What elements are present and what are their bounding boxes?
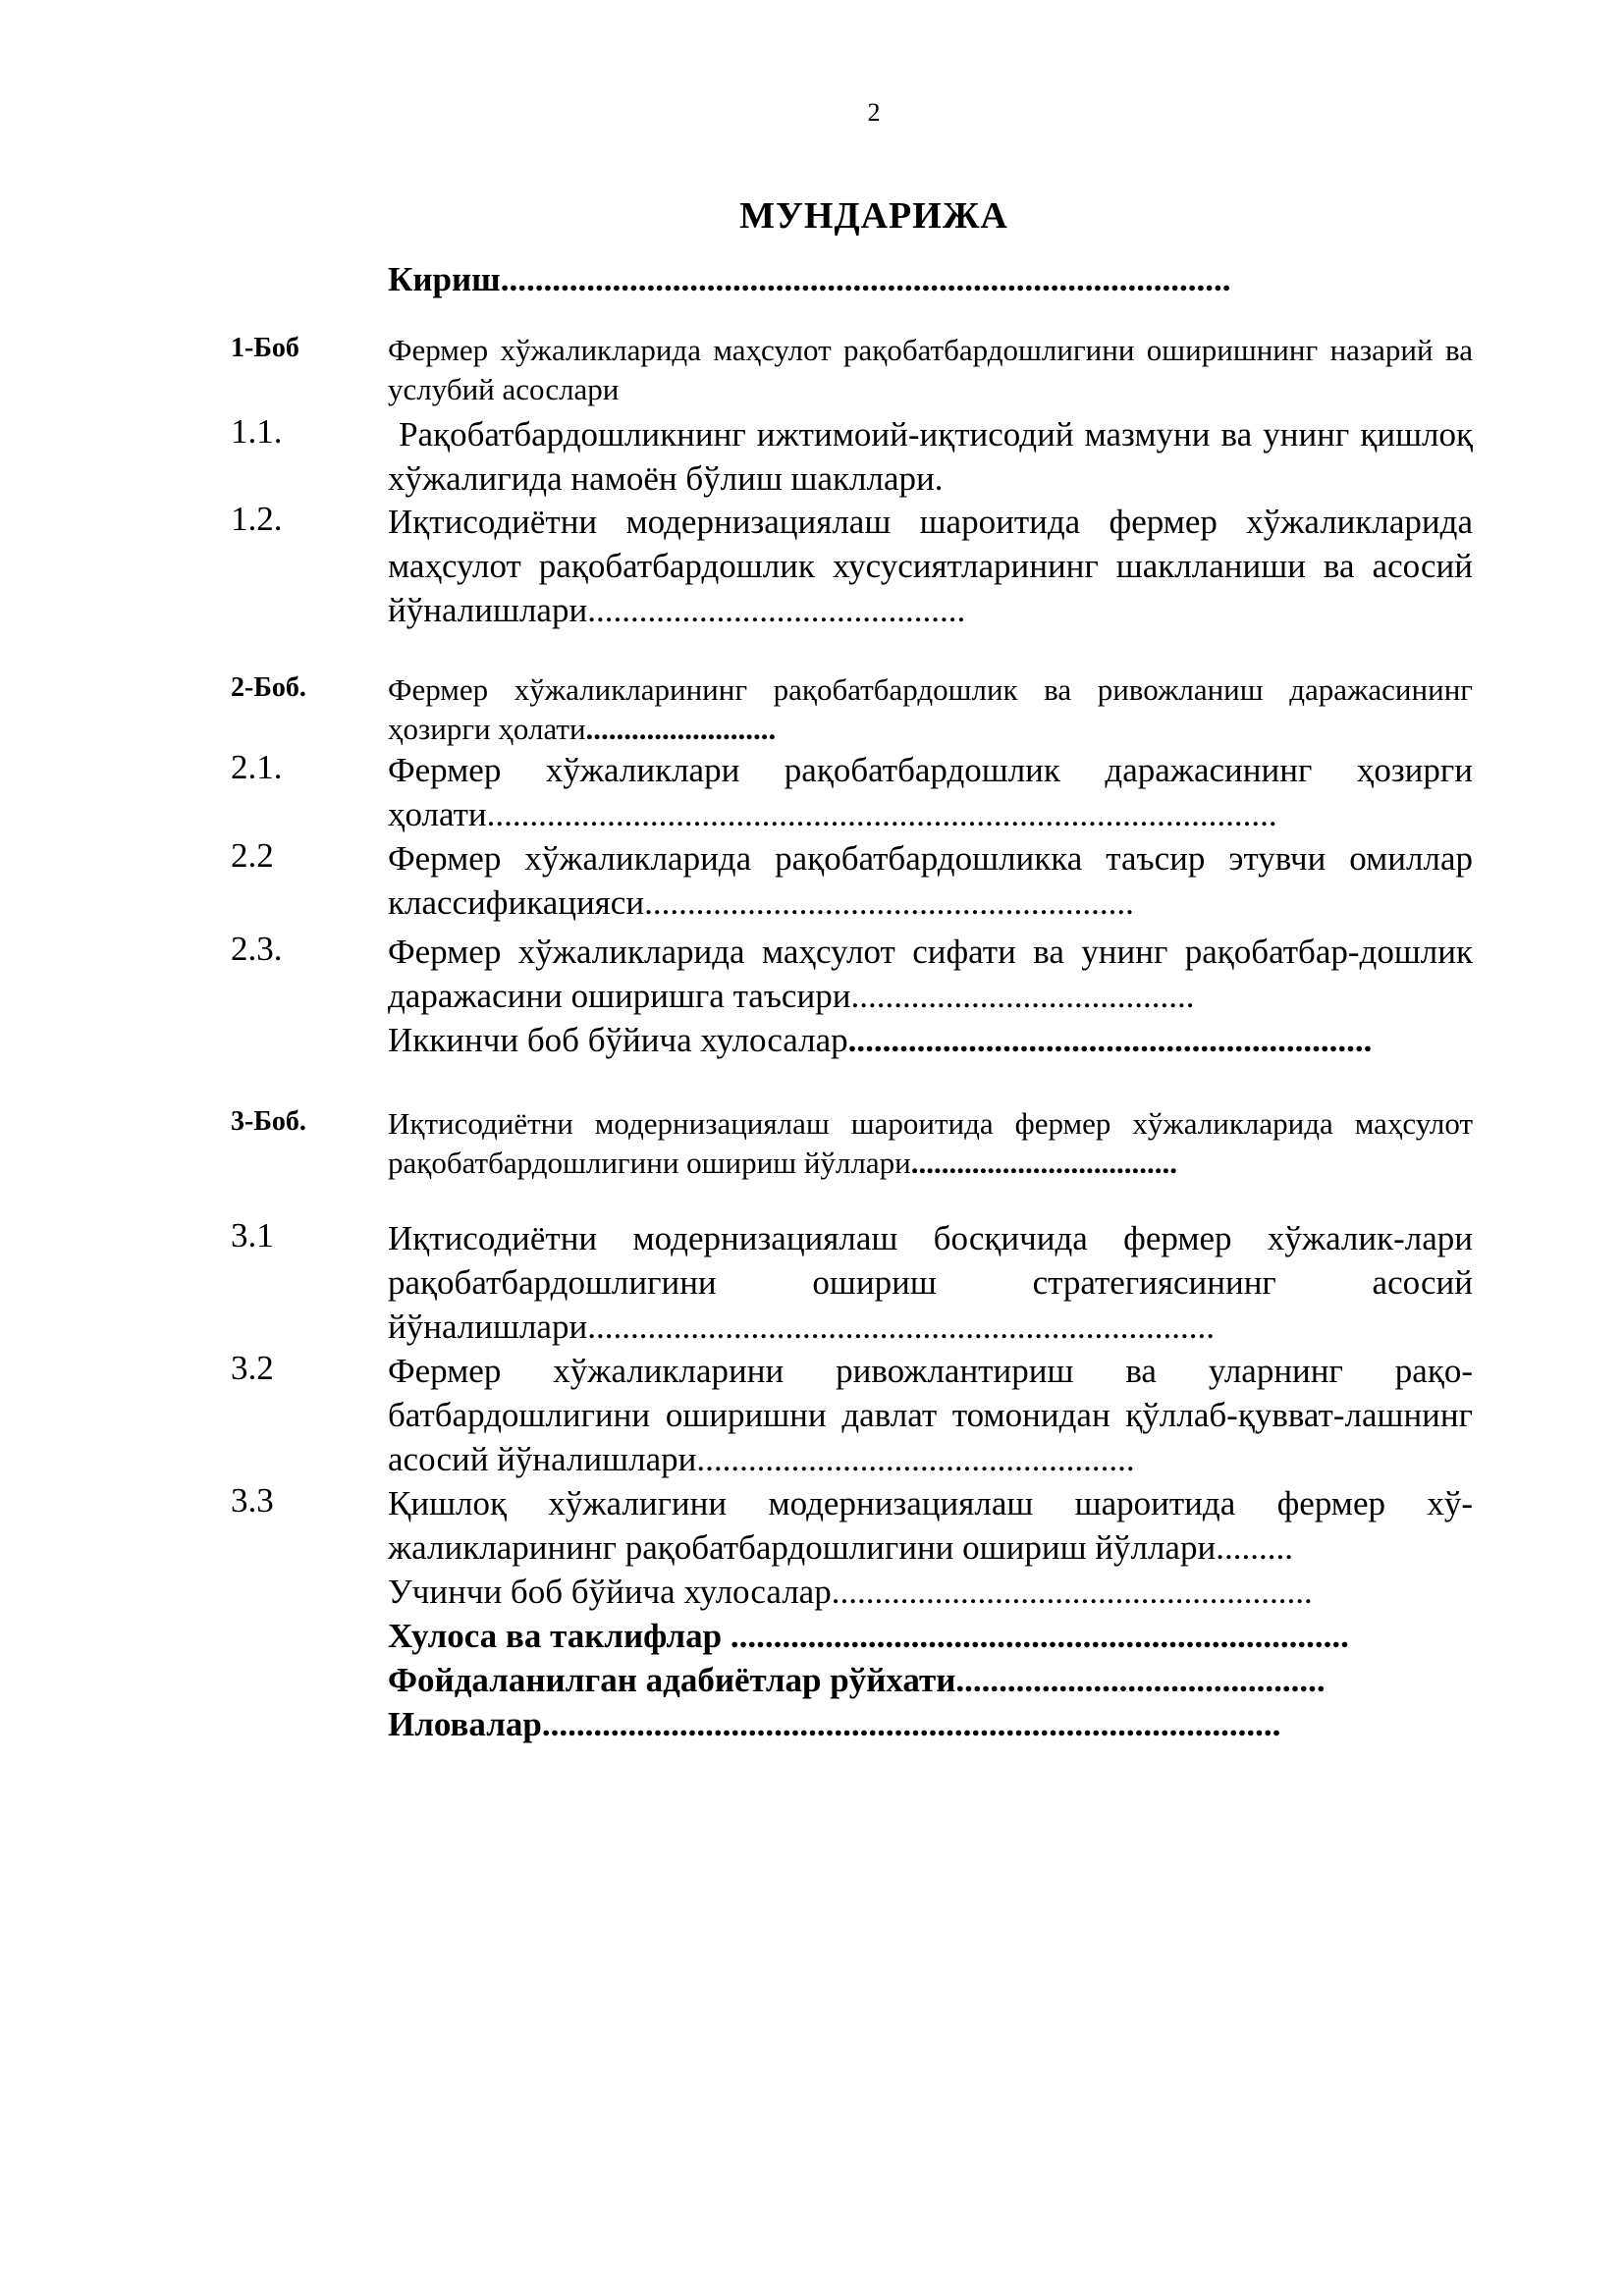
toc-entry-text: Иқтисодиётни модернизациялаш шароитида фермер хўжаликларида маҳсулот рақобатбардошлигини ошириш йўллари (388, 1106, 1473, 1180)
toc-leader-dots: ............................................................................................ (486, 795, 1277, 833)
toc-entry-text: Фермер хўжаликлари рақобатбардошлик даражасининг ҳозирги ҳолати (388, 751, 1473, 833)
toc-entry-text: Қишлоқ хўжалигини модернизациялаш шароитида фермер хў-жаликларининг рақобатбардошлигини ошириш йўллари (388, 1484, 1473, 1567)
toc-entry-text: Учинчи боб бўйича хулосалар (388, 1573, 832, 1611)
toc-entry-text: Фермер хўжаликларининг рақобатбардошлик ва ривожланиш даражасининг ҳозирги ҳолати (388, 672, 1473, 746)
toc-leader-dots: ......................................................................... (587, 1308, 1215, 1346)
toc-leader-dots: ........................................................................ (730, 1617, 1349, 1655)
toc-entry-number: 3.1 (231, 1216, 274, 1255)
toc-entry-number: 1.2. (231, 500, 283, 538)
toc-entry-text: Иқтисодиётни модернизациялаш шароитида фермер хўжаликларида маҳсулот рақобатбардошлик хусусиятларининг шаклланиши ва асосий йўналишлари (388, 503, 1473, 629)
toc-entry-text: Иловалар (388, 1705, 542, 1743)
toc-leader-dots: ......... (1216, 1528, 1293, 1567)
toc-entry-text: Иккинчи боб бўйича хулосалар (388, 1021, 848, 1059)
toc-entry-text: Фермер хўжаликларида рақобатбардошликка таъсир этувчи омиллар классификацияси (388, 839, 1473, 922)
toc-leader-dots: ..................................................................................... (500, 260, 1231, 298)
toc-leader-dots: ................................................... (696, 1440, 1135, 1478)
toc-entry-text: Рақобатбардошликнинг ижтимоий-иқтисодий мазмуни ва унинг қишлоқ хўжалигида намоён бўлиш шакллари. (388, 415, 1482, 498)
toc-leader-dots: ............................................................. (847, 1021, 1373, 1059)
toc-entry-number: 1.1. (231, 412, 283, 451)
toc-entry-number: 3.2 (231, 1349, 274, 1387)
toc-leader-dots: ...................................................................................... (541, 1705, 1281, 1743)
toc-entry-number: 1-Боб (231, 333, 299, 363)
toc-entry-number: 2.2 (231, 836, 274, 875)
toc-entry-text: Фермер хўжаликларини ривожлантириш ва уларнинг рақо-батбардошлигини оширишни давлат томонидан қўллаб-қувват-лашнинг асосий йўналишлари (388, 1352, 1473, 1478)
toc-entry-number: 3.3 (231, 1481, 274, 1520)
toc-leader-dots: ............................................ (587, 591, 966, 629)
toc-leader-dots: ......................................................... (644, 883, 1134, 922)
toc-entry-text: Иқтисодиётни модернизациялаш босқичида фермер хўжалик-лари рақобатбардошлигини ошириш стратегиясининг асосий йўналишлари (388, 1219, 1473, 1346)
toc-leader-dots: ........................................................ (831, 1573, 1313, 1611)
toc-entry-number: 2.3. (231, 930, 283, 968)
toc-leader-dots: ........................................... (955, 1661, 1326, 1699)
toc-entry-text: Хулоса ва таклифлар (388, 1617, 731, 1655)
toc-entry-text: Фермер хўжаликларида маҳсулот сифати ва унинг рақобатбар-дошлик даражасини оширишга таъсири (388, 933, 1473, 1015)
toc-entry-number: 2-Боб. (231, 672, 306, 703)
toc-entry-number: 2.1. (231, 748, 283, 786)
toc-entry-text: Кириш (388, 260, 501, 298)
toc-entry-text: Фойдаланилган адабиётлар рўйхати (388, 1661, 956, 1699)
toc-entry-number: 3-Боб. (231, 1106, 306, 1137)
toc-leader-dots: ........................................ (850, 977, 1195, 1015)
toc-leader-dots: ......................... (585, 712, 777, 746)
toc-leader-dots: ................................... (910, 1146, 1177, 1180)
toc-entry-text: Фермер хўжаликларида маҳсулот рақобатбардошлигини оширишнинг назарий ва услубий асослари (388, 333, 1473, 406)
page-title: МУНДАРИЖА (739, 195, 1008, 237)
page-number: 2 (867, 98, 881, 127)
